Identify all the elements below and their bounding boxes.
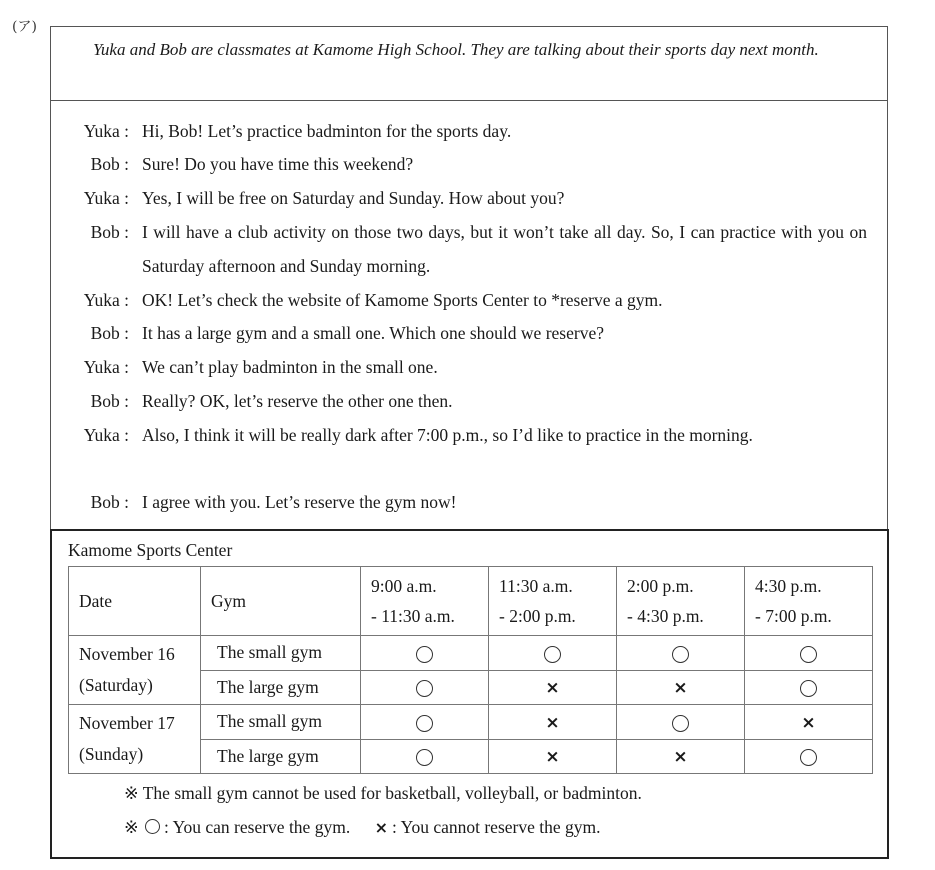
- cross-icon: ×: [545, 712, 560, 733]
- availability-cell: [617, 705, 745, 740]
- speech: Really? OK, let’s reserve the other one then.: [142, 391, 453, 411]
- slot-end: - 2:00 p.m.: [499, 606, 576, 626]
- cross-icon: ×: [545, 678, 560, 699]
- header-slot: [489, 567, 617, 636]
- dialogue-line: [51, 316, 887, 350]
- weekday: (Sunday): [79, 744, 144, 764]
- slot-end: - 11:30 a.m.: [371, 606, 455, 626]
- schedule-table: [68, 566, 873, 774]
- note-text: The small gym cannot be used for basketball, volleyball, or badminton.: [142, 783, 642, 803]
- speaker: Yuka :: [83, 357, 129, 377]
- circle-icon: [416, 715, 433, 732]
- note-small-gym: [124, 783, 642, 804]
- circle-icon: [800, 646, 817, 663]
- table-row: [69, 636, 873, 671]
- cross-icon: ×: [801, 712, 816, 733]
- cross-icon: ×: [374, 818, 388, 837]
- availability-cell: [617, 670, 745, 705]
- circle-icon: [145, 819, 160, 834]
- speaker: Bob :: [90, 492, 129, 512]
- header-row: [69, 567, 873, 636]
- availability-cell: [489, 739, 617, 774]
- dialogue-line: [51, 283, 887, 317]
- speaker: Bob :: [90, 222, 129, 242]
- speaker: Yuka :: [83, 290, 129, 310]
- speech: Also, I think it will be really dark after 7:00 p.m., so I’d like to practice in the morning.: [142, 425, 753, 445]
- slot-start: 4:30 p.m.: [755, 576, 822, 596]
- speech: OK! Let’s check the website of Kamome Sports Center to *reserve a gym.: [142, 290, 663, 310]
- note-legend: [124, 817, 601, 838]
- legend-unavailable: : You cannot reserve the gym.: [391, 817, 601, 837]
- header-slot: [745, 567, 873, 636]
- availability-cell: [745, 739, 873, 774]
- header-gym: Gym: [201, 567, 361, 636]
- sports-center-box: [50, 529, 889, 859]
- gym-name: The large gym: [201, 739, 361, 774]
- availability-cell: [489, 636, 617, 671]
- availability-cell: [361, 739, 489, 774]
- circle-icon: [672, 646, 689, 663]
- note-mark: ※: [124, 783, 139, 803]
- availability-cell: [617, 739, 745, 774]
- slot-end: - 4:30 p.m.: [627, 606, 704, 626]
- header-slot: [617, 567, 745, 636]
- availability-cell: [745, 670, 873, 705]
- header-date: Date: [69, 567, 201, 636]
- availability-cell: [617, 636, 745, 671]
- note-mark: ※: [124, 817, 139, 837]
- dialogue-line: [51, 114, 887, 148]
- gym-name: The large gym: [201, 670, 361, 705]
- circle-icon: [672, 715, 689, 732]
- speech: We can’t play badminton in the small one.: [142, 357, 438, 377]
- speech: I agree with you. Let’s reserve the gym now!: [142, 492, 457, 512]
- dialogue-line: [51, 485, 887, 519]
- cross-icon: ×: [673, 747, 688, 768]
- speaker: Yuka :: [83, 425, 129, 445]
- date: November 16: [79, 644, 175, 664]
- speech: Sure! Do you have time this weekend?: [142, 154, 414, 174]
- availability-cell: [745, 705, 873, 740]
- weekday: (Saturday): [79, 675, 153, 695]
- gym-name: The small gym: [201, 705, 361, 740]
- slot-end: - 7:00 p.m.: [755, 606, 832, 626]
- speech: Hi, Bob! Let’s practice badminton for the sports day.: [142, 121, 512, 141]
- question-label: (ア): [12, 19, 37, 35]
- speaker: Yuka :: [83, 121, 129, 141]
- availability-cell: [361, 670, 489, 705]
- intro-text: Yuka and Bob are classmates at Kamome High School. They are talking about their sports day next month.: [93, 40, 819, 59]
- legend-available: : You can reserve the gym.: [164, 817, 351, 837]
- availability-cell: [489, 670, 617, 705]
- speaker: Bob :: [90, 323, 129, 343]
- circle-icon: [800, 749, 817, 766]
- dialogue-line: [51, 384, 887, 418]
- slot-start: 2:00 p.m.: [627, 576, 694, 596]
- slot-start: 11:30 a.m.: [499, 576, 573, 596]
- dialogue-line: [51, 350, 887, 384]
- date-cell: [69, 636, 201, 705]
- availability-cell: [361, 636, 489, 671]
- dialogue-line: [51, 215, 887, 283]
- availability-cell: [361, 705, 489, 740]
- dialogue-box: [50, 100, 888, 530]
- speaker: Bob :: [90, 391, 129, 411]
- speaker: Bob :: [90, 154, 129, 174]
- speech: Yes, I will be free on Saturday and Sunday. How about you?: [142, 188, 565, 208]
- speech: I will have a club activity on those two days, but it won’t take all day. So, I can practice with you on Saturday afternoon and Sunday morning.: [142, 222, 867, 276]
- table-row: [69, 705, 873, 740]
- cross-icon: ×: [673, 678, 688, 699]
- availability-cell: [489, 705, 617, 740]
- availability-cell: [745, 636, 873, 671]
- speaker: Yuka :: [83, 188, 129, 208]
- cross-icon: ×: [545, 747, 560, 768]
- speech: It has a large gym and a small one. Which one should we reserve?: [142, 323, 604, 343]
- circle-icon: [416, 646, 433, 663]
- dialogue-line: [51, 418, 887, 486]
- dialogue-line: [51, 147, 887, 181]
- date-cell: [69, 705, 201, 774]
- circle-icon: [416, 680, 433, 697]
- header-slot: [361, 567, 489, 636]
- intro-box: [50, 26, 888, 100]
- circle-icon: [416, 749, 433, 766]
- slot-start: 9:00 a.m.: [371, 576, 437, 596]
- circle-icon: [544, 646, 561, 663]
- sports-center-title: Kamome Sports Center: [68, 540, 233, 560]
- circle-icon: [800, 680, 817, 697]
- gym-name: The small gym: [201, 636, 361, 671]
- dialogue-line: [51, 181, 887, 215]
- date: November 17: [79, 713, 175, 733]
